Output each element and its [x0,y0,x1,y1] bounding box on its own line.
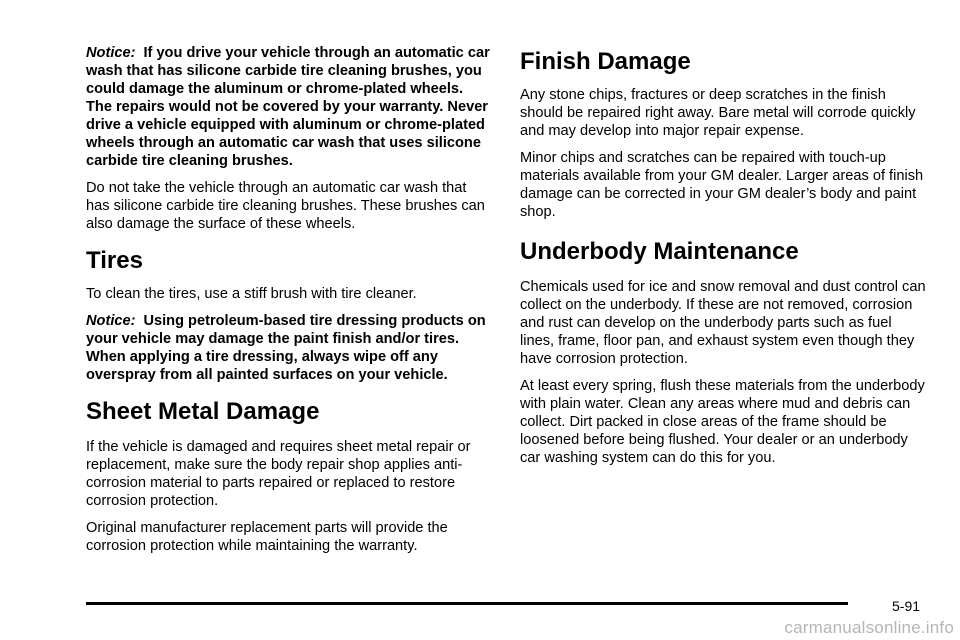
notice-tires [86,312,490,384]
right-column [520,44,928,476]
sheet-metal-paragraph-2: Original manufacturer replacement parts will provide the corrosion protection while maintaining the warranty. [86,520,448,554]
notice-label: Notice: [86,313,136,329]
finish-damage-heading: Finish Damage [520,48,691,75]
underbody-paragraph-1: Chemicals used for ice and snow removal and dust control can collect on the underbody. If these are not removed, corrosion and rust can develop on the underbody parts such as fuel lines, frame, floor pan, and exhaust system even though they have corrosion protection. [520,279,926,367]
tires-paragraph: To clean the tires, use a stiff brush with tire cleaner. [86,286,417,302]
notice-text: Using petroleum-based tire dressing products on your vehicle may damage the paint finish and/or tires. When applying a tire dressing, always wipe off any overspray from all painted surfaces on your vehicle. [86,313,486,383]
underbody-paragraph-2: At least every spring, flush these materials from the underbody with plain water. Clean any areas where mud and debris can collect. Dirt packed in close areas of the frame should be loosened before being flushed. Your dealer or an underbody car washing system can do this for you. [520,378,925,466]
finish-damage-paragraph-2: Minor chips and scratches can be repaired with touch-up materials available from your GM dealer. Larger areas of finish damage can be corrected in your GM dealer’s body and paint shop. [520,150,924,220]
page-number: 5-91 [892,598,921,614]
sheet-metal-heading: Sheet Metal Damage [86,398,320,425]
left-column [86,44,490,564]
underbody-heading: Underbody Maintenance [520,238,799,265]
notice-text: If you drive your vehicle through an automatic car wash that has silicone carbide tire cleaning brushes, you could damage the aluminum or chrome-plated wheels. The repairs would not be covered by your warranty. Never drive a vehicle equipped with aluminum or chrome-plated wheels through an automatic car wash that uses silicone carbide tire cleaning brushes. [86,45,490,169]
sheet-metal-paragraph-1: If the vehicle is damaged and requires sheet metal repair or replacement, make sure the body repair shop applies anti-corrosion material to parts repaired or replaced to restore corrosion protection. [86,439,471,509]
notice-label: Notice: [86,45,136,61]
watermark: carmanualsonline.info [784,618,954,637]
finish-damage-paragraph-1: Any stone chips, fractures or deep scratches in the finish should be repaired right away. Bare metal will corrode quickly and may develop into major repair expense. [520,87,916,139]
car-wash-paragraph: Do not take the vehicle through an automatic car wash that has silicone carbide tire cleaning brushes. These brushes can also damage the surface of these wheels. [86,180,485,232]
notice-wheels [86,44,490,170]
footer-rule [86,602,848,605]
tires-heading: Tires [86,247,143,274]
